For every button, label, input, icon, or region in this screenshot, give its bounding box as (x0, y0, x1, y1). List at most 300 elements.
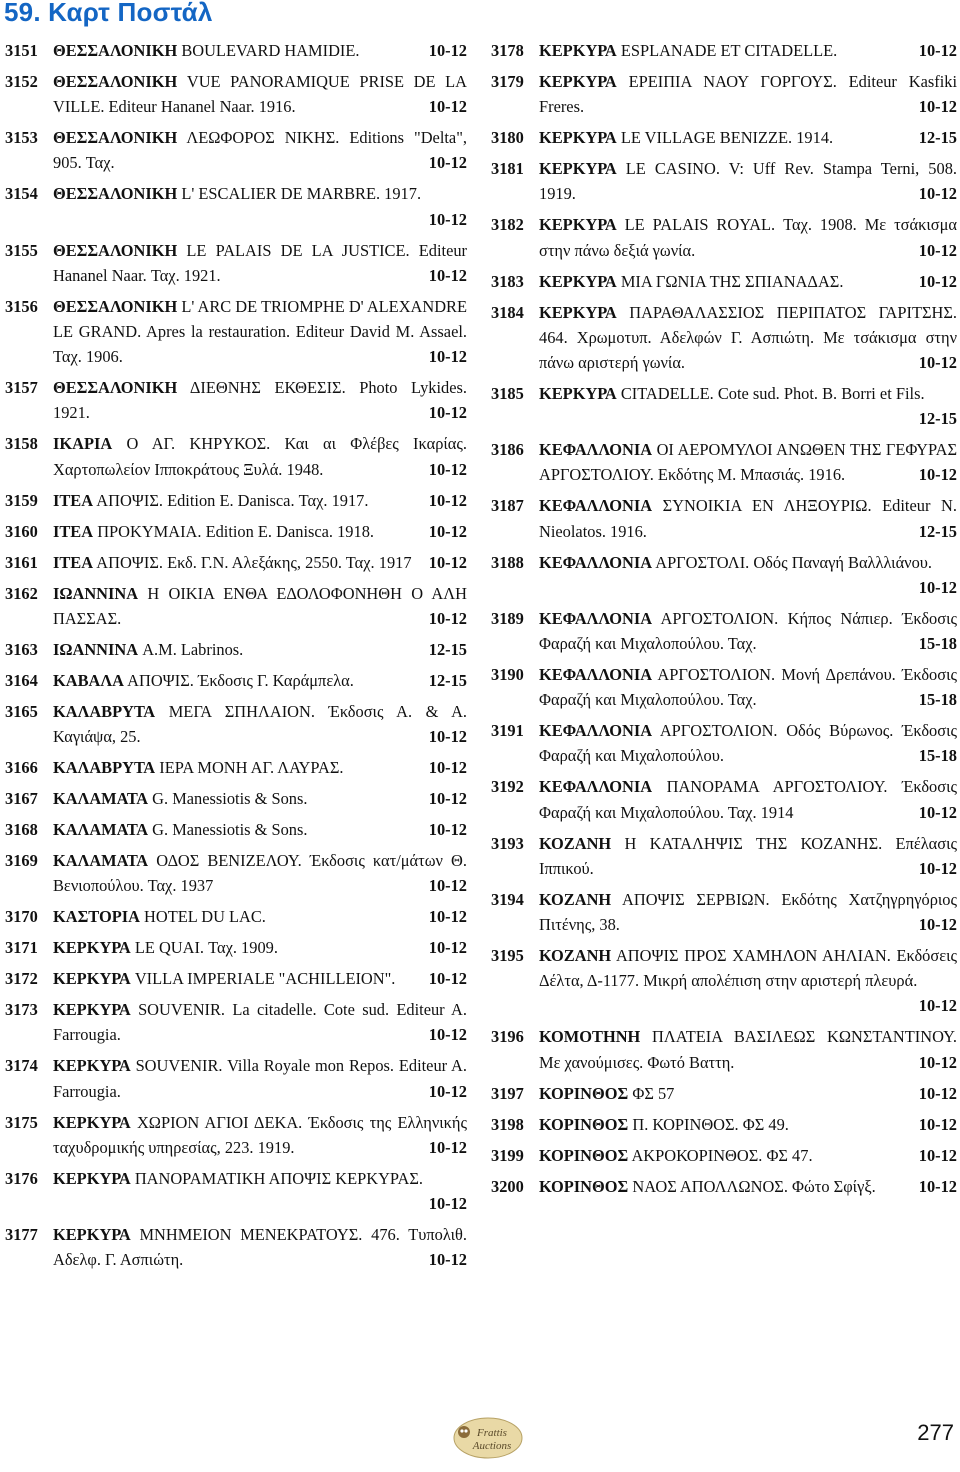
lot-estimate: 10-12 (428, 1137, 467, 1157)
lot-estimate: 10-12 (918, 1114, 957, 1134)
list-item (5, 966, 467, 991)
lot-text: ΦΣ 57 (632, 1083, 675, 1103)
lot-text: LE QUAI. Ταχ. 1909. (134, 938, 278, 958)
list-item (5, 848, 467, 898)
lot-text: LE CASINO. V: Uff Rev. Stampa Terni, 508. 1919. (539, 159, 957, 204)
list-item (491, 300, 957, 376)
lot-number: 3157 (5, 378, 38, 398)
lot-description (53, 1222, 467, 1272)
lot-number: 3181 (491, 159, 524, 179)
lot-number: 3182 (491, 215, 524, 235)
lot-place: ΚΟΡΙΝΘΟΣ (539, 1083, 629, 1103)
lot-number: 3165 (5, 701, 38, 721)
lot-description (53, 375, 467, 425)
lot-number: 3189 (491, 608, 524, 628)
list-item (491, 69, 957, 119)
lot-text: Η ΟΙΚΙΑ ΕΝΘΑ ΕΔΟΛΟΦΟΝΗΘΗ Ο ΑΛΗ ΠΑΣΣΑΣ. (53, 583, 467, 628)
lot-list-right (491, 38, 957, 1205)
lot-description (539, 662, 957, 712)
lot-description (539, 69, 957, 119)
lot-estimate: 10-12 (918, 577, 957, 597)
lot-estimate: 10-12 (428, 552, 467, 572)
lot-place: ΘΕΣΣΑΛΟΝΙΚΗ (53, 378, 178, 398)
lot-text: ΠΛΑΤΕΙΑ ΒΑΣΙΛΕΩΣ ΚΩΝΣΤΑΝΤΙΝΟΥ. Με χανούμισες. Φωτό Βαττη. (539, 1027, 957, 1072)
lot-number: 3176 (5, 1168, 38, 1188)
lot-estimate: 10-12 (428, 758, 467, 778)
lot-estimate: 10-12 (918, 858, 957, 878)
lot-description (539, 943, 957, 1019)
lot-place: ΚΕΡΚΥΡΑ (539, 159, 617, 179)
lot-description (53, 125, 467, 175)
lot-place: ΚΕΡΚΥΡΑ (539, 215, 617, 235)
list-item (5, 38, 467, 63)
lot-estimate: 10-12 (428, 403, 467, 423)
list-item (5, 69, 467, 119)
lot-text: ΠΑΝΟΡΑΜΑΤΙΚΗ ΑΠΟΨΙΣ ΚΕΡΚΥΡΑΣ. (134, 1168, 424, 1188)
lot-number: 3152 (5, 72, 38, 91)
lot-place: ΚΕΡΚΥΡΑ (539, 72, 617, 91)
lot-estimate: 10-12 (428, 347, 467, 367)
lot-estimate: 10-12 (428, 153, 467, 173)
lot-number: 3190 (491, 665, 524, 685)
lot-number: 3164 (5, 670, 38, 690)
lot-place: ΚΕΡΚΥΡΑ (53, 1168, 131, 1188)
lot-place: ΙΚΑΡΙΑ (53, 434, 113, 454)
list-item (5, 1110, 467, 1160)
lot-estimate: 10-12 (918, 353, 957, 373)
list-item (491, 156, 957, 206)
lot-place: ΚΟΡΙΝΘΟΣ (539, 1176, 629, 1196)
list-item (491, 1143, 957, 1168)
lot-estimate: 15-18 (918, 690, 957, 710)
lot-text: BOULEVARD HAMIDIE. (181, 41, 360, 60)
lot-number: 3184 (491, 302, 524, 322)
list-item (5, 181, 467, 231)
lot-description (53, 581, 467, 631)
lot-number: 3183 (491, 271, 524, 291)
lot-number: 3197 (491, 1083, 524, 1103)
lot-place: ΚΟΖΑΝΗ (539, 833, 612, 853)
lot-place: ΚΟΡΙΝΘΟΣ (539, 1114, 629, 1134)
lot-description (539, 774, 957, 824)
lot-description (539, 1081, 957, 1106)
lot-estimate: 12-15 (428, 639, 467, 659)
list-item (5, 637, 467, 662)
lot-place: ΘΕΣΣΑΛΟΝΙΚΗ (53, 72, 178, 91)
lot-place: ΚΑΛΑΜΑΤΑ (53, 820, 149, 840)
lot-text: LE PALAIS DE LA JUSTICE. Editeur Hananel Naar. Ταχ. 1921. (53, 240, 467, 285)
lot-description (53, 904, 467, 929)
lot-place: ΘΕΣΣΑΛΟΝΙΚΗ (53, 128, 178, 148)
lot-estimate: 15-18 (918, 634, 957, 654)
lot-place: ΚΕΡΚΥΡΑ (539, 302, 617, 322)
lot-text: Ο ΑΓ. ΚΗΡΥΚΟΣ. Και αι Φλέβες Ικαρίας. Χαρτοπωλείον Ιπποκράτους Ξυλά. 1948. (53, 434, 467, 479)
lot-estimate: 10-12 (428, 41, 467, 60)
lot-text: Π. ΚΟΡΙΝΘΟΣ. ΦΣ 49. (632, 1114, 789, 1134)
lot-description (539, 212, 957, 262)
lot-text: ΠΑΝΟΡΑΜΑ ΑΡΓΟΣΤΟΛΙΟΥ. Έκδοσις Φαραζή και Μιχαλοπούλου. Ταχ. 1914 (539, 777, 957, 822)
lot-estimate: 10-12 (918, 1052, 957, 1072)
lot-description (53, 786, 467, 811)
lot-description (539, 493, 957, 543)
lot-description (53, 848, 467, 898)
lot-place: ΙΤΕΑ (53, 521, 94, 541)
list-item (491, 943, 957, 1019)
lot-text: ΠΑΡΑΘΑΛΑΣΣΙΟΣ ΠΕΡΙΠΑΤΟΣ ΓΑΡΙΤΣΗΣ. 464. Χρωμοτυπ. Αδελφών Γ. Ασπιώτη. Με τσάκισμα στην πάνω αριστερή γωνία. (539, 302, 957, 373)
lot-text: ΣΥΝΟΙΚΙΑ ΕΝ ΛΗΞΟΥΡΙΩ. Editeur N. Nieolatos. 1916. (539, 496, 957, 541)
lot-number: 3198 (491, 1114, 524, 1134)
lot-estimate: 10-12 (918, 1083, 957, 1103)
logo-line1: Frattis (477, 1427, 507, 1439)
lot-place: ΚΕΡΚΥΡΑ (539, 271, 617, 291)
list-item (5, 786, 467, 811)
lot-estimate: 10-12 (428, 1025, 467, 1045)
list-item (491, 606, 957, 656)
lot-number: 3187 (491, 496, 524, 516)
lot-number: 3156 (5, 296, 38, 316)
lot-description (53, 699, 467, 749)
lot-number: 3151 (5, 41, 38, 60)
list-item (5, 1166, 467, 1216)
lot-text: ΛΕΩΦΟΡΟΣ ΝΙΚΗΣ. Editions "Delta", 905. Ταχ. (53, 128, 467, 173)
lot-text: A.M. Labrinos. (142, 639, 244, 659)
lot-estimate: 10-12 (918, 97, 957, 117)
lot-text: ΑΠΟΨΙΣ. Edition E. Danisca. Ταχ. 1917. (96, 490, 369, 510)
lot-description (53, 519, 467, 544)
lot-number: 3163 (5, 639, 38, 659)
list-item (491, 774, 957, 824)
list-item (491, 381, 957, 431)
list-item (5, 550, 467, 575)
lot-text: ΝΑΟΣ ΑΠΟΛΛΩΝΟΣ. Φώτο Σφίγξ. (632, 1176, 876, 1196)
lot-estimate: 12-15 (918, 521, 957, 541)
lot-number: 3162 (5, 583, 38, 603)
lot-place: ΚΑΛΑΒΡΥΤΑ (53, 701, 156, 721)
lot-place: ΘΕΣΣΑΛΟΝΙΚΗ (53, 41, 178, 60)
lot-number: 3166 (5, 758, 38, 778)
list-item (5, 817, 467, 842)
lot-text: ΕΡΕΙΠΙΑ ΝΑΟΥ ΓΟΡΓΟΥΣ. Editeur Kasfiki Freres. (539, 72, 958, 117)
lot-place: ΚΑΒΑΛΑ (53, 670, 124, 690)
lot-place: ΙΤΕΑ (53, 552, 94, 572)
list-item (491, 1024, 957, 1074)
lot-description (539, 38, 957, 63)
lot-estimate: 10-12 (918, 915, 957, 935)
lot-text: ΑΡΓΟΣΤΟΛΙΟΝ. Οδός Βύρωνος. Έκδοσις Φαραζή και Μιχαλοπούλου. (539, 721, 957, 766)
lot-place: ΙΩΑΝΝΙΝΑ (53, 583, 139, 603)
lot-text: ΔΙΕΘΝΗΣ ΕΚΘΕΣΙΣ. Photo Lykides. 1921. (53, 378, 467, 423)
lot-text: ΜΝΗΜΕΙΟΝ ΜΕΝΕΚΡΑΤΟΥΣ. 476. Τυπολιθ. Αδελφ. Γ. Ασπιώτη. (53, 1225, 467, 1270)
lot-text: ΑΡΓΟΣΤΟΛΙ. Οδός Παναγή Βαλλλιάνου. (655, 552, 933, 572)
lot-text: LE VILLAGE BENIZZE. 1914. (620, 128, 834, 148)
lot-estimate: 10-12 (428, 938, 467, 958)
lot-description (53, 668, 467, 693)
list-item (491, 38, 957, 63)
lot-text: CITADELLE. Cote sud. Phot. B. Borri et Fils. (620, 384, 925, 404)
lot-number: 3167 (5, 789, 38, 809)
lot-place: ΚΕΡΚΥΡΑ (53, 1225, 131, 1245)
lot-description (539, 437, 957, 487)
lot-number: 3196 (491, 1027, 524, 1047)
lot-description (539, 1024, 957, 1074)
lot-estimate: 10-12 (918, 271, 957, 291)
lot-number: 3185 (491, 384, 524, 404)
list-item (5, 581, 467, 631)
lot-description (53, 294, 467, 370)
lot-place: ΚΕΦΑΛΛΟΝΙΑ (539, 552, 653, 572)
lot-description (539, 606, 957, 656)
lot-description (53, 1053, 467, 1103)
lot-estimate: 10-12 (918, 1176, 957, 1196)
list-item (491, 1112, 957, 1137)
lot-place: ΚΕΦΑΛΛΟΝΙΑ (539, 665, 653, 685)
lot-place: ΚΑΛΑΜΑΤΑ (53, 851, 149, 871)
lot-description (53, 238, 467, 288)
lot-place: ΚΕΡΚΥΡΑ (53, 969, 131, 989)
lot-description (53, 550, 467, 575)
lot-description (539, 125, 957, 150)
lot-number: 3173 (5, 1000, 38, 1020)
owl-icon (452, 1416, 524, 1460)
lot-number: 3175 (5, 1112, 38, 1132)
lot-estimate: 10-12 (428, 459, 467, 479)
lot-estimate: 10-12 (918, 41, 957, 60)
lot-text: ΧΩΡΙΟΝ ΑΓΙΟΙ ΔΕΚΑ. Έκδοσις της Ελληνικής ταχυδρομικής υπηρεσίας, 223. 1919. (53, 1112, 467, 1157)
lot-place: ΚΕΦΑΛΛΟΝΙΑ (539, 721, 653, 741)
lot-estimate: 10-12 (428, 608, 467, 628)
lot-description (539, 381, 957, 431)
lot-text: VUE PANORAMIQUE PRISE DE LA VILLE. Editeur Hananel Naar. 1916. (53, 72, 467, 117)
list-item (491, 1174, 957, 1199)
lot-text: ΑΚΡΟΚΟΡΙΝΘΟΣ. ΦΣ 47. (631, 1145, 813, 1165)
lot-description (53, 966, 467, 991)
lot-place: ΘΕΣΣΑΛΟΝΙΚΗ (53, 184, 178, 204)
list-item (5, 375, 467, 425)
lot-text: ΙΕΡΑ ΜΟΝΗ ΑΓ. ΛΑΥΡΑΣ. (159, 758, 344, 778)
lot-place: ΚΕΡΚΥΡΑ (53, 938, 131, 958)
lot-description (539, 269, 957, 294)
list-item (491, 887, 957, 937)
lot-estimate: 12-15 (918, 409, 957, 429)
lot-text: HOTEL DU LAC. (144, 907, 266, 927)
lot-estimate: 10-12 (428, 969, 467, 989)
lot-estimate: 10-12 (428, 1250, 467, 1270)
lot-number: 3200 (491, 1176, 524, 1196)
lot-estimate: 10-12 (428, 907, 467, 927)
lot-place: ΙΤΕΑ (53, 490, 94, 510)
lot-text: SOUVENIR. Villa Royale mon Repos. Editeur A. Farrougia. (53, 1056, 467, 1101)
lot-place: ΚΕΡΚΥΡΑ (53, 1000, 131, 1020)
lot-list-left (5, 38, 467, 1278)
lot-place: ΚΟΖΑΝΗ (539, 946, 612, 966)
lot-number: 3168 (5, 820, 38, 840)
list-item (5, 997, 467, 1047)
lot-text: ΑΠΟΨΙΣ ΣΕΡΒΙΩΝ. Εκδότης Χατζηγρηγόριος Πιτένης, 38. (539, 889, 957, 935)
lot-description (539, 550, 957, 600)
lot-estimate: 10-12 (918, 465, 957, 485)
lot-description (53, 181, 467, 231)
lot-estimate: 10-12 (428, 789, 467, 809)
lot-number: 3154 (5, 184, 38, 204)
lot-description (53, 69, 467, 119)
lot-description (539, 300, 957, 376)
lot-place: ΘΕΣΣΑΛΟΝΙΚΗ (53, 296, 178, 316)
page-number: 277 (917, 1420, 954, 1445)
lot-text: ΑΡΓΟΣΤΟΛΙΟΝ. Μονή Δρεπάνου. Έκδοσις Φαραζή και Μιχαλοπούλου. Ταχ. (539, 665, 957, 710)
lot-description (53, 997, 467, 1047)
lot-estimate: 10-12 (428, 265, 467, 285)
lot-estimate: 10-12 (428, 1194, 467, 1214)
lot-description (53, 817, 467, 842)
lot-text: ΑΠΟΨΙΣ ΠΡΟΣ ΧΑΜΗΛΟΝ ΑΗΛΙΑΝ. Εκδόσεις Δέλτα, Δ-1177. Μικρή απολέπιση στην αριστερή πλευρά. (539, 946, 957, 991)
lot-text: L' ARC DE TRIOMPHE D' ALEXANDRE LE GRAND. Apres la restauration. Editeur David M. Assael. Ταχ. 1906. (53, 296, 467, 367)
lot-estimate: 10-12 (918, 240, 957, 260)
lot-number: 3192 (491, 777, 524, 797)
lot-estimate: 10-12 (428, 1081, 467, 1101)
lot-text: L' ESCALIER DE MARBRE. 1917. (181, 184, 422, 204)
lot-place: ΚΟΖΑΝΗ (539, 889, 612, 909)
lot-estimate: 15-18 (918, 746, 957, 766)
lot-number: 3172 (5, 969, 38, 989)
lot-number: 3158 (5, 434, 38, 454)
lot-place: ΚΑΛΑΒΡΥΤΑ (53, 758, 156, 778)
lot-description (53, 1110, 467, 1160)
lot-number: 3195 (491, 946, 524, 966)
lot-place: ΚΕΡΚΥΡΑ (539, 384, 617, 404)
lot-place: ΚΑΣΤΟΡΙΑ (53, 907, 140, 927)
lot-estimate: 10-12 (428, 521, 467, 541)
list-item (5, 519, 467, 544)
lot-description (539, 887, 957, 937)
lot-number: 3178 (491, 41, 524, 60)
list-item (491, 493, 957, 543)
lot-text: ΑΠΟΨΙΣ. Εκδ. Γ.Ν. Αλεξάκης, 2550. Ταχ. 1917 (96, 552, 412, 572)
list-item (5, 431, 467, 481)
lot-estimate: 10-12 (428, 209, 467, 229)
lot-number: 3161 (5, 552, 38, 572)
lot-number: 3188 (491, 552, 524, 572)
list-item (491, 437, 957, 487)
lot-text: ΑΡΓΟΣΤΟΛΙΟΝ. Κήπος Νάπιερ. Έκδοσις Φαραζή και Μιχαλοπούλου. Ταχ. (539, 608, 957, 654)
lot-description (53, 935, 467, 960)
lot-text: ΟΙ ΑΕΡΟΜΥΛΟΙ ΑΝΩΘΕΝ ΤΗΣ ΓΕΦΥΡΑΣ ΑΡΓΟΣΤΟΛΙΟΥ. Εκδότης Μ. Μπασιάς. 1916. (539, 440, 957, 485)
lot-description (539, 831, 957, 881)
logo-line2: Auctions (472, 1440, 512, 1452)
lot-description (539, 1174, 957, 1199)
list-item (5, 755, 467, 780)
lot-number: 3169 (5, 851, 38, 871)
lot-description (53, 488, 467, 513)
lot-number: 3153 (5, 128, 38, 148)
lot-place: ΚΕΦΑΛΛΟΝΙΑ (539, 440, 653, 460)
lot-text: ΜΙΑ ΓΩΝΙΑ ΤΗΣ ΣΠΙΑΝΑΔΑΣ. (620, 271, 844, 291)
list-item (491, 125, 957, 150)
lot-description (539, 1143, 957, 1168)
list-item (5, 238, 467, 288)
lot-place: ΚΟΡΙΝΘΟΣ (539, 1145, 629, 1165)
lot-number: 3199 (491, 1145, 524, 1165)
lot-place: ΚΕΦΑΛΛΟΝΙΑ (539, 608, 653, 628)
list-item (5, 125, 467, 175)
lot-estimate: 10-12 (428, 876, 467, 896)
auction-logo (452, 1416, 524, 1460)
lot-text: G. Manessiotis & Sons. (152, 789, 308, 809)
lot-text: ΜΕΓΑ ΣΠΗΛΑΙΟΝ. Έκδοσις Α. & Α. Καγιάψα, 25. (53, 701, 467, 747)
lot-description (53, 1166, 467, 1216)
lot-number: 3155 (5, 240, 38, 260)
lot-text: LE PALAIS ROYAL. Ταχ. 1908. Με τσάκισμα στην πάνω δεξιά γωνία. (539, 215, 957, 260)
lot-description (53, 431, 467, 481)
lot-text: ΠΡΟΚΥΜΑΙΑ. Edition E. Danisca. 1918. (97, 521, 374, 541)
lot-number: 3180 (491, 128, 524, 148)
lot-estimate: 12-15 (428, 670, 467, 690)
lot-number: 3174 (5, 1056, 38, 1076)
lot-description (53, 637, 467, 662)
list-item (491, 718, 957, 768)
list-item (5, 668, 467, 693)
lot-text: VILLA IMPERIALE "ACHILLEION". (134, 969, 396, 989)
lot-place: ΚΕΦΑΛΛΟΝΙΑ (539, 496, 653, 516)
list-item (491, 662, 957, 712)
lot-text: Η ΚΑΤΑΛΗΨΙΣ ΤΗΣ ΚΟΖΑΝΗΣ. Επέλασις Ιππικού. (539, 833, 957, 878)
lot-number: 3191 (491, 721, 524, 741)
list-item (5, 294, 467, 370)
lot-description (539, 1112, 957, 1137)
lot-text: ESPLANADE ET CITADELLE. (620, 41, 838, 60)
lot-text: SOUVENIR. La citadelle. Cote sud. Editeur A. Farrougia. (53, 1000, 467, 1045)
lot-text: ΟΔΟΣ ΒΕΝΙΖΕΛΟΥ. Έκδοσις κατ/μάτων Θ. Βενιοπούλου. Ταχ. 1937 (53, 851, 467, 896)
lot-estimate: 10-12 (428, 97, 467, 117)
lot-description (539, 718, 957, 768)
lot-text: ΑΠΟΨΙΣ. Έκδοσις Γ. Καράμπελα. (127, 670, 354, 690)
lot-place: ΙΩΑΝΝΙΝΑ (53, 639, 139, 659)
list-item (5, 699, 467, 749)
lot-number: 3171 (5, 938, 38, 958)
lot-number: 3170 (5, 907, 38, 927)
lot-estimate: 10-12 (918, 1145, 957, 1165)
lot-number: 3177 (5, 1225, 38, 1245)
lot-description (53, 755, 467, 780)
list-item (491, 212, 957, 262)
lot-estimate: 10-12 (428, 727, 467, 747)
lot-description (53, 38, 467, 63)
lot-text: G. Manessiotis & Sons. (152, 820, 308, 840)
lot-estimate: 12-15 (918, 128, 957, 148)
lot-estimate: 10-12 (918, 184, 957, 204)
lot-place: ΚΕΡΚΥΡΑ (53, 1056, 131, 1076)
lot-place: ΚΑΛΑΜΑΤΑ (53, 789, 149, 809)
lot-estimate: 10-12 (918, 996, 957, 1016)
list-item (5, 1053, 467, 1103)
lot-number: 3186 (491, 440, 524, 460)
lot-number: 3193 (491, 833, 524, 853)
section-title: 59. Καρτ Ποστάλ (4, 0, 213, 27)
lot-place: ΚΕΡΚΥΡΑ (539, 41, 617, 60)
list-item (5, 904, 467, 929)
list-item (491, 550, 957, 600)
lot-description (539, 156, 957, 206)
lot-place: ΚΟΜΟΤΗΝΗ (539, 1027, 641, 1047)
lot-place: ΚΕΡΚΥΡΑ (539, 128, 617, 148)
list-item (491, 1081, 957, 1106)
lot-estimate: 10-12 (918, 802, 957, 822)
lot-number: 3179 (491, 72, 524, 91)
lot-estimate: 10-12 (428, 820, 467, 840)
lot-place: ΚΕΡΚΥΡΑ (53, 1112, 131, 1132)
lot-number: 3194 (491, 889, 524, 909)
list-item (5, 935, 467, 960)
list-item (5, 1222, 467, 1272)
